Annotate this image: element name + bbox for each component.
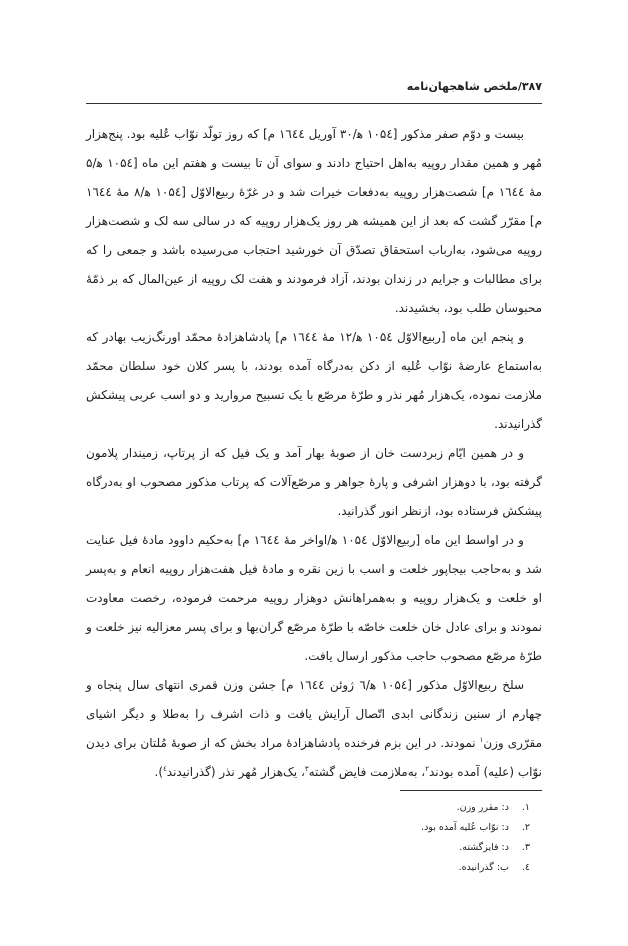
paragraph: و در اواسط این ماه [ربیع‌الاوّل ۱۰۵٤ ه‍/اواخر مهٔ ۱٦٤٤ م] به‌حکیم داوود مادهٔ فیل عنایت شد و به‌حاجب بیجاپور خلعت و اسب با زین نقره و مادهٔ فیل هفت‌هزار روپیه انعام و به‌پسر او خلعت و یک‌هزار روپیه و به‌همراهانش دوهزار روپیه مرحمت فرموده، رخصت معاودت نمودند و برای عادل خان خلعت خاصّه با طرّهٔ مرصّع گران‌بها و برای پسر معزالیه نیز خلعت و طرّهٔ مرصّع مصحوب حاجب مذکور ارسال یافت. [86,533,542,663]
footnote-divider [400,790,542,791]
body-text [86,120,542,787]
paragraph: بیست و دوّم صفر مذکور [۱۰۵٤ ه‍/۳۰ آوریل ۱٦٤٤ م] که روز تولّد نوّاب عُلیه بود. پنج‌هزار مُهر و همین مقدار روپیه به‌اهل احتیاج دادند و سوای آن تا بیست و هفتم این ماه [۱۰۵٤ ه‍/۵ مهٔ ۱٦٤٤ م] شصت‌هزار روپیه به‌دفعات خیرات شد و در غرّهٔ ربیع‌الاوّل [۱۰۵٤ ه‍/۸ مهٔ ۱٦٤٤ م] مقرّر گشت که بعد از این همیشه هر روز یک‌هزار روپیه که در سالی سه لک و شصت‌هزار روپیه می‌شود، به‌ارباب استحقاق تصدّق آن خورشید احتجاب می‌رسیده باشد و جمعی را که برای مطالبات و جرایم در زندان بودند، آزاد فرمودند و هفت لک روپیه از عین‌المال که بر ذمّهٔ محبوسان طلب بود، بخشیدند. [86,127,542,315]
footnote-number: ۲. [521,822,530,833]
footnote-ref[interactable]: ۲ [425,765,429,773]
footnote-ref[interactable]: ٤ [163,765,167,773]
footnote-ref[interactable]: ۳ [304,765,309,773]
footnote-text: د: نوّاب عُلیه آمده بود. [421,822,509,833]
footnote [86,838,530,858]
paragraph: و پنجم این ماه [ربیع‌الاوّل ۱۰۵٤ ه‍/۱۲ مهٔ ۱٦٤٤ م] پادشاهزادهٔ محمّد اورنگ‌زیب بهادر که به‌استماع عارضهٔ نوّاب عُلیه از دکن به‌درگاه آمده بودند، با پسر کلان خود سلطان محمّد ملازمت نموده، یک‌هزار مُهر نذر و طرّهٔ مرصّع با یک تسبیح مروارید و دو اسب عربی پیشکش گذرانیدند. [86,330,542,431]
paragraph-text: ). [154,765,164,779]
paragraph-text: سلخ ربیع‌الاوّل مذکور [۱۰۵٤ ه‍/٦ ژوئن ۱٦٤٤ م] جشن وزن قمری انتهای سال پنجاه و چهارم از سنین زندگانی ابدی اتّصال آرایش یافت و ذات اشرف را به‌طلا و دیگر اشیای مقرّری وزن [86,678,542,750]
footnote-text: د: فایزگشته. [459,842,509,853]
footnote [86,858,530,878]
footnotes [86,798,542,878]
footnote-text: ب: گذرانیده. [458,862,509,873]
header-title: ۳۸۷/ملخص شاهجهان‌نامه [406,80,542,93]
footnote-number: ۱. [521,802,530,813]
paragraph-text: ، به‌ملازمت فایض گشته [308,765,426,779]
paragraph-text: نمودند. در این بزم فرخنده پادشاهزادهٔ مراد بخش که از صوبهٔ مُلتان برای دیدن نوّاب (علیه) آمده بودند [86,736,542,779]
footnote-ref[interactable]: ۱ [479,736,484,744]
footnote [86,798,530,818]
paragraph-text: ، یک‌هزار مُهر نذر (گذرانیدند [166,765,305,779]
footnote-number: ٤. [521,862,530,873]
footnote [86,818,530,838]
footnote-number: ۳. [521,842,530,853]
paragraph: و در همین ایّام زبردست خان از صوبهٔ بهار آمد و یک فیل که از پرتاپ، زمیندار پلامون گرفته بود، با دوهزار اشرفی و پارهٔ جواهر و مرصّع‌آلات که پرتاب مذکور مصحوب او به‌درگاه پیشکش فرستاده بود، ازنظر انور گذرانید. [86,446,542,518]
running-header [86,80,542,102]
footnote-text: د: مقرر وزن. [456,802,509,813]
header-divider [86,103,542,104]
paragraph [86,671,542,787]
